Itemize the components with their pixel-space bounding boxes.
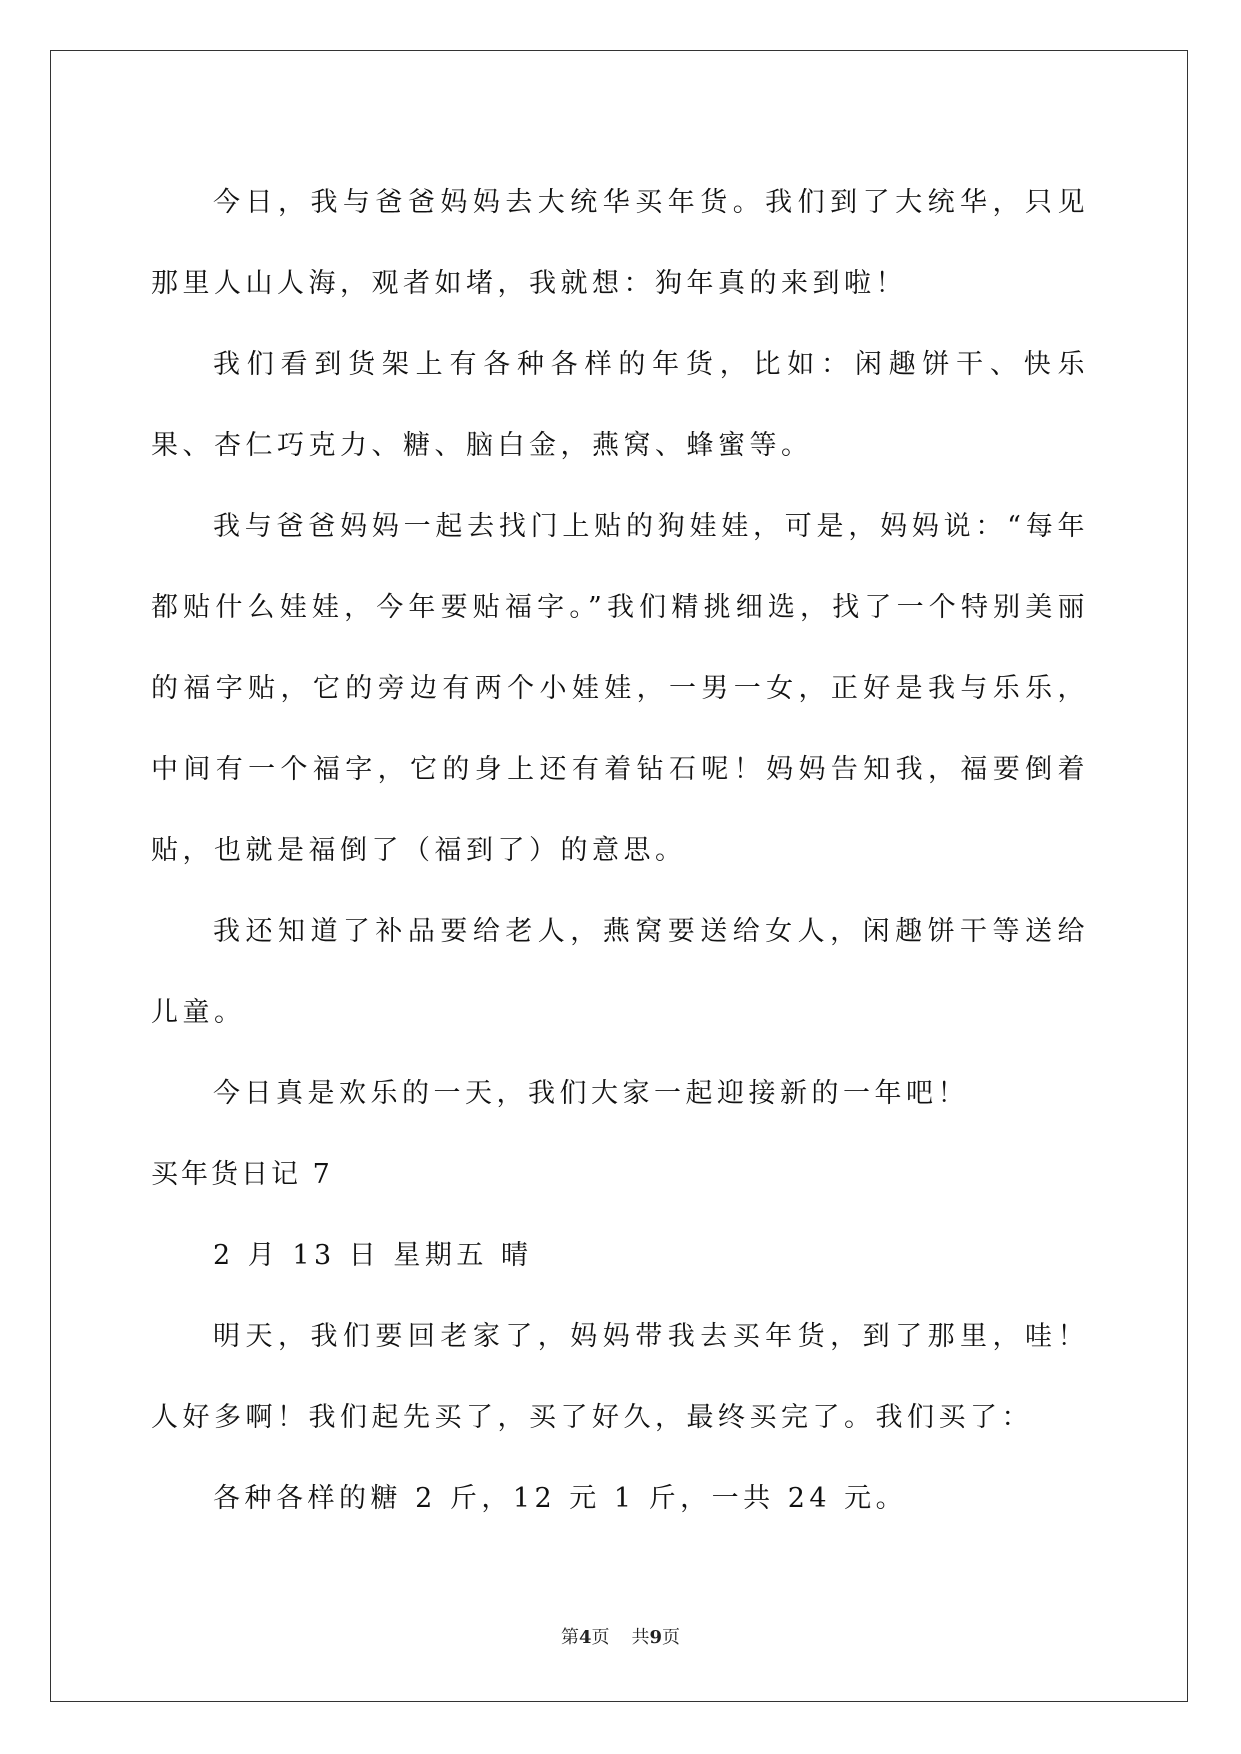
document-body	[151, 162, 1089, 1539]
page-total: 9	[649, 1627, 663, 1648]
paragraph: 我与爸爸妈妈一起去找门上贴的狗娃娃，可是，妈妈说：“每年都贴什么娃娃，今年要贴福字。”我们精挑细选，找了一个特别美丽的福字贴，它的旁边有两个小娃娃，一男一女，正好是我与乐乐，中间有一个福字，它的身上还有着钻石呢！妈妈告知我，福要倒着贴，也就是福倒了（福到了）的意思。	[151, 511, 1089, 866]
date-line: 2 月 13 日 星期五 晴	[213, 1240, 533, 1271]
total-prefix: 共	[631, 1627, 650, 1648]
total-suffix: 页	[662, 1627, 681, 1648]
page-current: 4	[578, 1627, 592, 1648]
page-prefix: 第	[560, 1627, 579, 1648]
paragraph: 我还知道了补品要给老人，燕窝要送给女人，闲趣饼干等送给儿童。	[151, 916, 1089, 1028]
section-heading: 买年货日记 7	[151, 1159, 333, 1190]
page-suffix: 页	[591, 1627, 610, 1648]
paragraph: 我们看到货架上有各种各样的年货，比如：闲趣饼干、快乐果、杏仁巧克力、糖、脑白金，燕窝、蜂蜜等。	[151, 349, 1089, 461]
page-footer	[0, 1623, 1241, 1649]
paragraph: 各种各样的糖 2 斤，12 元 1 斤，一共 24 元。	[213, 1483, 908, 1514]
paragraph: 明天，我们要回老家了，妈妈带我去买年货，到了那里，哇！人好多啊！我们起先买了，买了好久，最终买完了。我们买了：	[151, 1321, 1089, 1433]
paragraph: 今日，我与爸爸妈妈去大统华买年货。我们到了大统华，只见那里人山人海，观者如堵，我就想：狗年真的来到啦！	[151, 187, 1089, 299]
paragraph: 今日真是欢乐的一天，我们大家一起迎接新的一年吧！	[213, 1078, 969, 1109]
